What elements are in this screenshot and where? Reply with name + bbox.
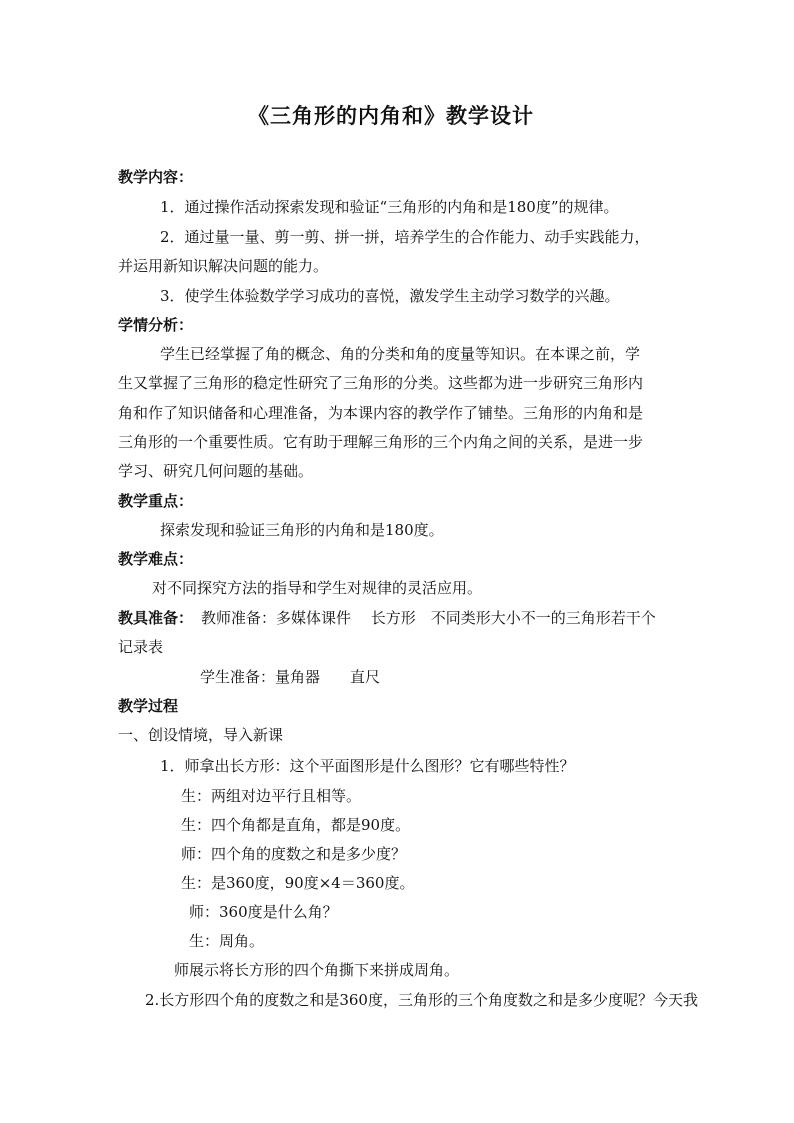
page-title: 《三角形的内角和》教学设计 xyxy=(248,103,534,128)
dialogue-line: 生：是360度，90度×4＝360度。 xyxy=(181,874,415,892)
analysis-line: 学习、研究几何问题的基础。 xyxy=(118,462,314,480)
key-heading: 教学重点： xyxy=(118,492,194,510)
analysis-line: 生又掌握了三角形的稳定性研究了三角形的分类。这些都为进一步研究三角形内 xyxy=(118,374,644,392)
dialogue-line: 生：四个角都是直角，都是90度。 xyxy=(181,816,411,834)
tools-heading: 教具准备： xyxy=(118,609,194,627)
content-item-1: 1．通过操作活动探索发现和验证“三角形的内角和是180度”的规律。 xyxy=(160,198,619,216)
process-heading: 教学过程 xyxy=(118,697,179,715)
content-item-3: 3．使学生体验数学学习成功的喜悦，激发学生主动学习数学的兴趣。 xyxy=(160,287,620,305)
content-item-2-cont: 并运用新知识解决问题的能力。 xyxy=(118,257,329,275)
section-one-heading: 一、创设情境，导入新课 xyxy=(118,726,284,744)
content-heading: 教学内容： xyxy=(118,168,194,186)
tools-student: 学生准备：量角器 直尺 xyxy=(200,668,381,686)
dialogue-line: 师：360度是什么角？ xyxy=(189,903,338,921)
difficulty-heading: 教学难点： xyxy=(118,550,194,568)
dialogue-line: 1．师拿出长方形：这个平面图形是什么图形？它有哪些特性？ xyxy=(160,757,575,775)
dialogue-line: 师展示将长方形的四个角撕下来拼成周角。 xyxy=(174,961,460,979)
dialogue-line: 生：周角。 xyxy=(189,932,265,950)
dialogue-line: 师：四个角的度数之和是多少度？ xyxy=(181,845,407,863)
difficulty-text: 对不同探究方法的指导和学生对规律的灵活应用。 xyxy=(152,579,483,597)
key-text: 探索发现和验证三角形的内角和是180度。 xyxy=(160,521,444,539)
dialogue-line: 2.长方形四个角的度数之和是360度，三角形的三个角度数之和是多少度呢？今天我 xyxy=(145,991,698,1009)
dialogue-line: 生：两组对边平行且相等。 xyxy=(181,787,362,805)
tools-record: 记录表 xyxy=(118,638,164,656)
analysis-line: 三角形的一个重要性质。它有助于理解三角形的三个内角之间的关系，是进一步 xyxy=(118,433,644,451)
tools-teacher: 教师准备：多媒体课件 长方形 不同类形大小不一的三角形若干个 xyxy=(201,609,656,627)
analysis-heading: 学情分析： xyxy=(118,316,194,334)
analysis-line: 角和作了知识储备和心理准备，为本课内容的教学作了铺垫。三角形的内角和是 xyxy=(118,404,644,422)
content-item-2: 2．通过量一量、剪一剪、拼一拼，培养学生的合作能力、动手实践能力， xyxy=(160,228,650,246)
analysis-line: 学生已经掌握了角的概念、角的分类和角的度量等知识。在本课之前，学 xyxy=(160,345,641,363)
